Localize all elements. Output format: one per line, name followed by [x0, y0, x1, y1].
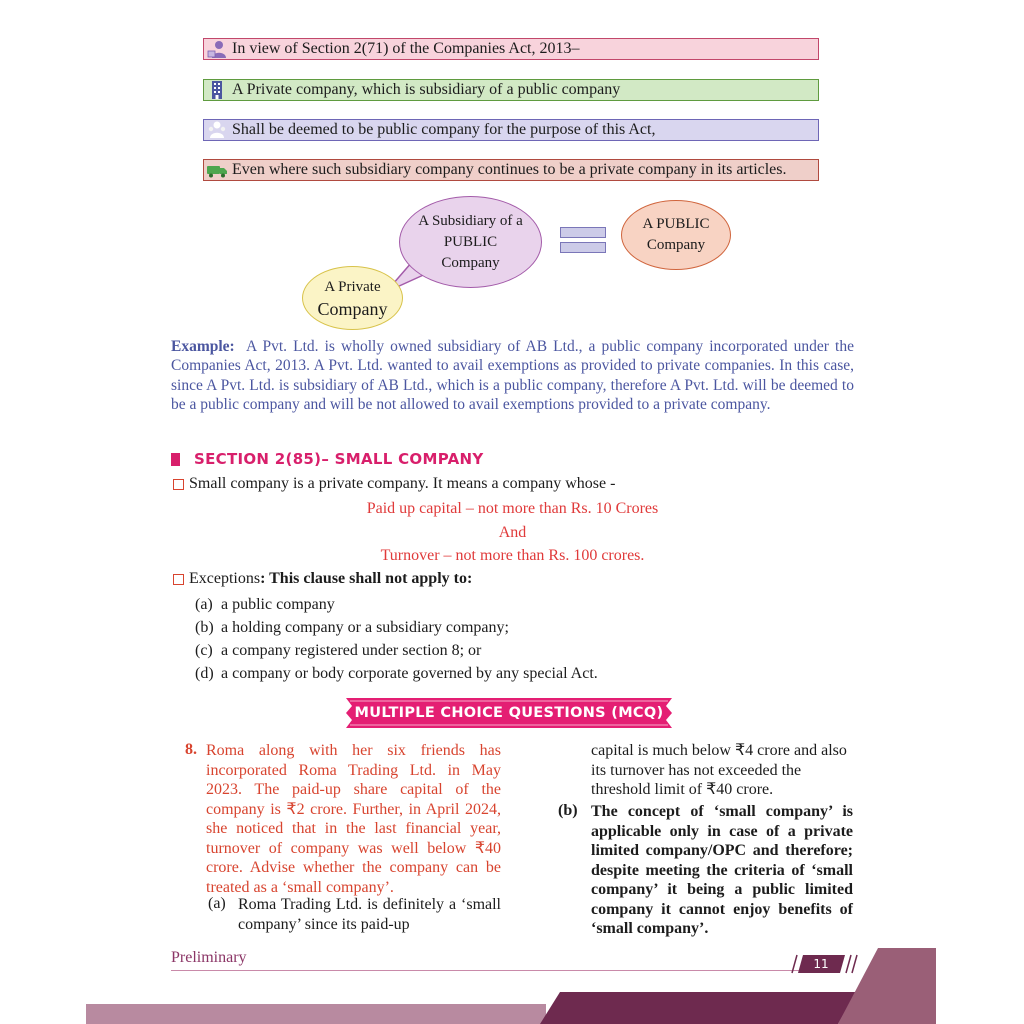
statement-text: A Private company, which is subsidiary of a public company	[232, 81, 621, 98]
option-a-mark: (a)	[208, 895, 226, 912]
list-item: (a) a public company	[195, 596, 335, 613]
criteria-paid-up: Paid up capital – not more than Rs. 10 Crores	[366, 500, 659, 517]
statement-text: Shall be deemed to be public company for the purpose of this Act,	[232, 121, 656, 138]
page-number: 11	[813, 957, 829, 971]
private-line-2: Company	[317, 299, 388, 319]
section-heading-text: SECTION 2(85)– SMALL COMPANY	[194, 450, 484, 468]
exceptions-bold: : This clause shall not apply to:	[260, 570, 473, 587]
intro-text: Small company is a private company. It means a company whose -	[189, 475, 616, 492]
subsidiary-line-3: Company	[441, 254, 500, 271]
option-b-mark: (b)	[558, 802, 578, 819]
example-label: Example:	[171, 338, 235, 355]
footer-band-dark	[540, 992, 856, 1024]
subsidiary-line-2: PUBLIC	[443, 233, 498, 250]
list-item: (d) a company or body corporate governed by any special Act.	[195, 665, 598, 682]
question-text: Roma along with her six friends has incorporated Roma Trading Ltd. in May 2023. The paid-up share capital of the company is ₹2 crore. Further, in April 2024, she noticed that in the last financial year, turnover of company was well below ₹40 crore. Advise whether the company can be treated as a ‘small company’.	[206, 742, 501, 896]
exceptions-label: Exceptions	[189, 570, 261, 587]
example-text: A Pvt. Ltd. is wholly owned subsidiary of AB Ltd., a public company incorporated under the Companies Act, 2013. A Pvt. Ltd. wanted to avail exemptions as provided to private companies. In this case, since A Pvt. Ltd. is subsidiary of AB Ltd., which is a public company, therefore A Pvt. Ltd. will be deemed to be a public company and will be not allowed to avail exemptions provided to a private company.	[171, 338, 854, 414]
criteria-turnover: Turnover – not more than Rs. 100 crores.	[380, 547, 645, 564]
private-line-1: A Private	[324, 279, 381, 295]
public-line-2: Company	[646, 237, 706, 253]
option-a-text: Roma Trading Ltd. is definitely a ‘small company’ since its paid-up	[238, 896, 501, 933]
list-item: (b) a holding company or a subsidiary company;	[195, 619, 509, 636]
public-line-1: A PUBLIC	[642, 216, 710, 232]
footer-band-light	[86, 1004, 546, 1024]
footer-corner-block	[838, 948, 936, 1024]
statement-text: In view of Section 2(71) of the Companies Act, 2013–	[232, 40, 580, 57]
subsidiary-line-1: A Subsidiary of a	[418, 212, 523, 229]
mcq-banner-text: MULTIPLE CHOICE QUESTIONS (MCQ)	[354, 705, 664, 721]
statement-text: Even where such subsidiary company continues to be a private company in its articles.	[232, 161, 787, 178]
option-b-text: The concept of ‘small company’ is applicable only in case of a private limited company/OPC and therefore; despite meeting the criteria of ‘small company’ it being a public limited company it cannot enjoy benefits of ‘small company’.	[591, 803, 853, 937]
criteria-and: And	[498, 524, 527, 541]
option-a-continued: capital is much below ₹4 crore and also its turnover has not exceeded the threshold limit of ₹40 crore.	[591, 742, 847, 798]
footer-chapter-label: Preliminary	[171, 949, 247, 966]
question-number: 8.	[185, 741, 197, 758]
list-item: (c) a company registered under section 8; or	[195, 642, 482, 659]
